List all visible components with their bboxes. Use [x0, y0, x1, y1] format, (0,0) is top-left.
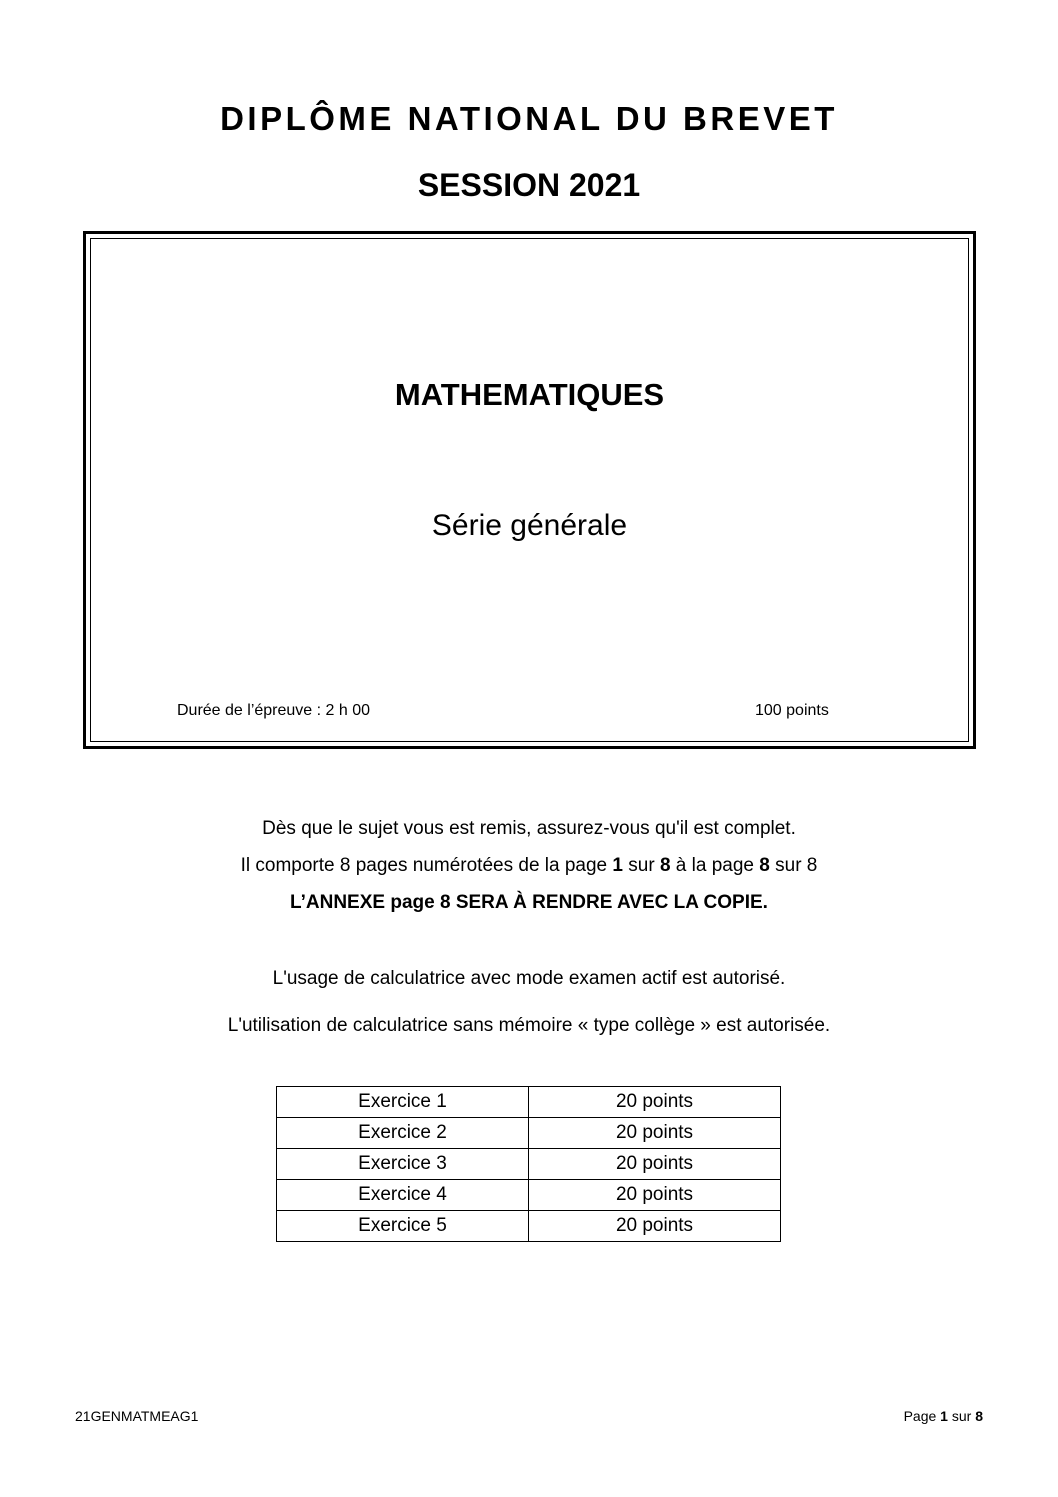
- page-total: 8: [975, 1408, 983, 1424]
- exercise-name: Exercice 1: [277, 1087, 529, 1118]
- subject-frame: [83, 231, 976, 749]
- exercise-points: 20 points: [529, 1149, 781, 1180]
- exercises-table: [276, 1086, 781, 1242]
- instruction-line-2: [0, 855, 1058, 877]
- page-number: [904, 1408, 983, 1424]
- page-sep: sur: [947, 1408, 976, 1424]
- exercise-points: 20 points: [529, 1087, 781, 1118]
- instruction-line-1: Dès que le sujet vous est remis, assurez-vous qu'il est complet.: [262, 818, 796, 839]
- instruction-line-2-bold: 1: [612, 855, 623, 876]
- instruction-line-2-bold: 8: [659, 855, 671, 876]
- exercise-name: Exercice 2: [277, 1118, 529, 1149]
- instruction-line-2-part: Il comporte 8 pages numérotées de la page: [240, 855, 613, 876]
- exercise-points: 20 points: [529, 1211, 781, 1242]
- exercise-points: 20 points: [529, 1118, 781, 1149]
- duration-label: Durée de l’épreuve : 2 h 00: [177, 702, 371, 719]
- diploma-title: DIPLÔME NATIONAL DU BREVET: [220, 100, 838, 137]
- exercise-name: Exercice 4: [277, 1180, 529, 1211]
- instruction-line-2-part: sur: [622, 855, 660, 876]
- instruction-line-3: L’ANNEXE page 8 SERA À RENDRE AVEC LA COPIE.: [290, 892, 768, 913]
- table-row: [277, 1118, 781, 1149]
- page-current: 1: [940, 1408, 948, 1424]
- page-prefix: Page: [903, 1408, 941, 1424]
- instruction-line-2-part: sur 8: [769, 855, 818, 876]
- table-row: [277, 1211, 781, 1242]
- instruction-line-2-bold: 8: [759, 855, 770, 876]
- table-row: [277, 1087, 781, 1118]
- subject-frame-inner: [90, 238, 969, 742]
- session-title: SESSION 2021: [417, 167, 641, 203]
- serie-label: Série générale: [431, 509, 628, 542]
- total-points-label: 100 points: [755, 702, 829, 719]
- instruction-line-4: L'usage de calculatrice avec mode examen actif est autorisé.: [272, 968, 786, 989]
- exercise-points: 20 points: [529, 1180, 781, 1211]
- document-code: 21GENMATMEAG1: [75, 1408, 199, 1424]
- exercise-name: Exercice 3: [277, 1149, 529, 1180]
- instruction-line-2-part: à la page: [670, 855, 760, 876]
- subject-title: MATHEMATIQUES: [394, 377, 665, 412]
- instruction-line-5: L'utilisation de calculatrice sans mémoire « type collège » est autorisée.: [227, 1015, 831, 1036]
- table-row: [277, 1149, 781, 1180]
- table-row: [277, 1180, 781, 1211]
- exercise-name: Exercice 5: [277, 1211, 529, 1242]
